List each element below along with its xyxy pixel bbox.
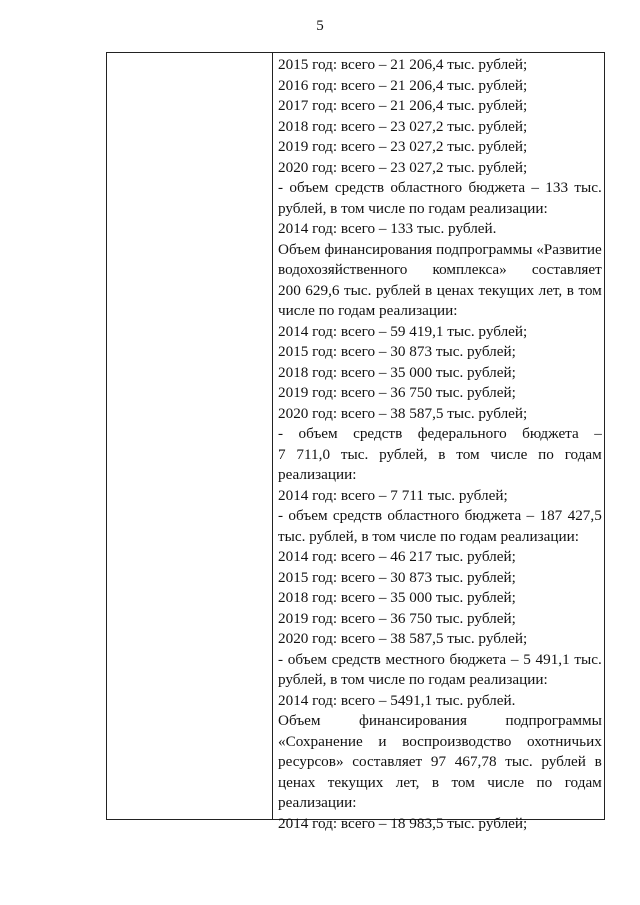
text-line: водохозяйственного комплекса» составляет: [278, 261, 602, 278]
text-line: - объем средств федерального бюджета –: [278, 425, 602, 442]
text-line: 2014 год: всего – 5491,1 тыс. рублей.: [278, 691, 516, 709]
financing-table: [106, 52, 605, 832]
text-line: реализации:: [278, 466, 357, 483]
table-left-column: [107, 53, 273, 819]
text-line: 2016 год: всего – 21 206,4 тыс. рублей;: [278, 76, 528, 94]
text-line: 2014 год: всего – 133 тыс. рублей.: [278, 220, 497, 237]
text-line: 2019 год: всего – 36 750 тыс. рублей;: [278, 609, 516, 627]
text-line: 2017 год: всего – 21 206,4 тыс. рублей;: [278, 97, 528, 114]
text-line: 200 629,6 тыс. рублей в ценах текущих лет, в том: [278, 281, 602, 299]
text-line: «Сохранение и воспроизводство охотничьих: [278, 732, 602, 750]
text-line: 7 711,0 тыс. рублей, в том числе по годам: [278, 445, 602, 463]
text-line: тыс. рублей, в том числе по годам реализации:: [278, 527, 579, 545]
text-line: 2014 год: всего – 46 217 тыс. рублей;: [278, 548, 516, 565]
text-line: 2014 год: всего – 18 983,5 тыс. рублей;: [278, 814, 528, 832]
text-line: 2020 год: всего – 38 587,5 тыс. рублей;: [278, 404, 528, 422]
text-line: 2015 год: всего – 30 873 тыс. рублей;: [278, 568, 516, 586]
text-line: 2015 год: всего – 30 873 тыс. рублей;: [278, 343, 516, 360]
text-line: 2020 год: всего – 23 027,2 тыс. рублей;: [278, 158, 528, 176]
text-line: - объем средств местного бюджета – 5 491,1 тыс.: [278, 650, 602, 668]
text-line: 2014 год: всего – 59 419,1 тыс. рублей;: [278, 322, 528, 340]
text-line: 2018 год: всего – 35 000 тыс. рублей;: [278, 589, 516, 606]
text-line: 2018 год: всего – 23 027,2 тыс. рублей;: [278, 117, 528, 135]
text-line: 2020 год: всего – 38 587,5 тыс. рублей;: [278, 630, 528, 647]
text-line: - объем средств областного бюджета – 187 427,5: [278, 507, 602, 524]
text-line: ценах текущих лет, в том числе по годам: [278, 773, 602, 791]
text-line: Объем финансирования подпрограммы «Развитие: [278, 240, 602, 258]
text-line: числе по годам реализации:: [278, 302, 458, 319]
text-line: Объем финансирования подпрограммы: [278, 712, 602, 729]
text-line: ресурсов» составляет 97 467,78 тыс. рублей в: [278, 753, 602, 770]
text-line: 2019 год: всего – 36 750 тыс. рублей;: [278, 384, 516, 401]
text-line: рублей, в том числе по годам реализации:: [278, 671, 548, 688]
text-line: - объем средств областного бюджета – 133 тыс.: [278, 179, 602, 196]
page-number: 5: [316, 18, 324, 34]
text-line: 2019 год: всего – 23 027,2 тыс. рублей;: [278, 138, 528, 155]
text-line: рублей, в том числе по годам реализации:: [278, 199, 548, 217]
table-right-column: [273, 53, 605, 832]
text-line: 2018 год: всего – 35 000 тыс. рублей;: [278, 363, 516, 381]
text-line: 2014 год: всего – 7 711 тыс. рублей;: [278, 486, 508, 504]
text-line: 2015 год: всего – 21 206,4 тыс. рублей;: [278, 56, 528, 73]
text-line: реализации:: [278, 794, 357, 811]
